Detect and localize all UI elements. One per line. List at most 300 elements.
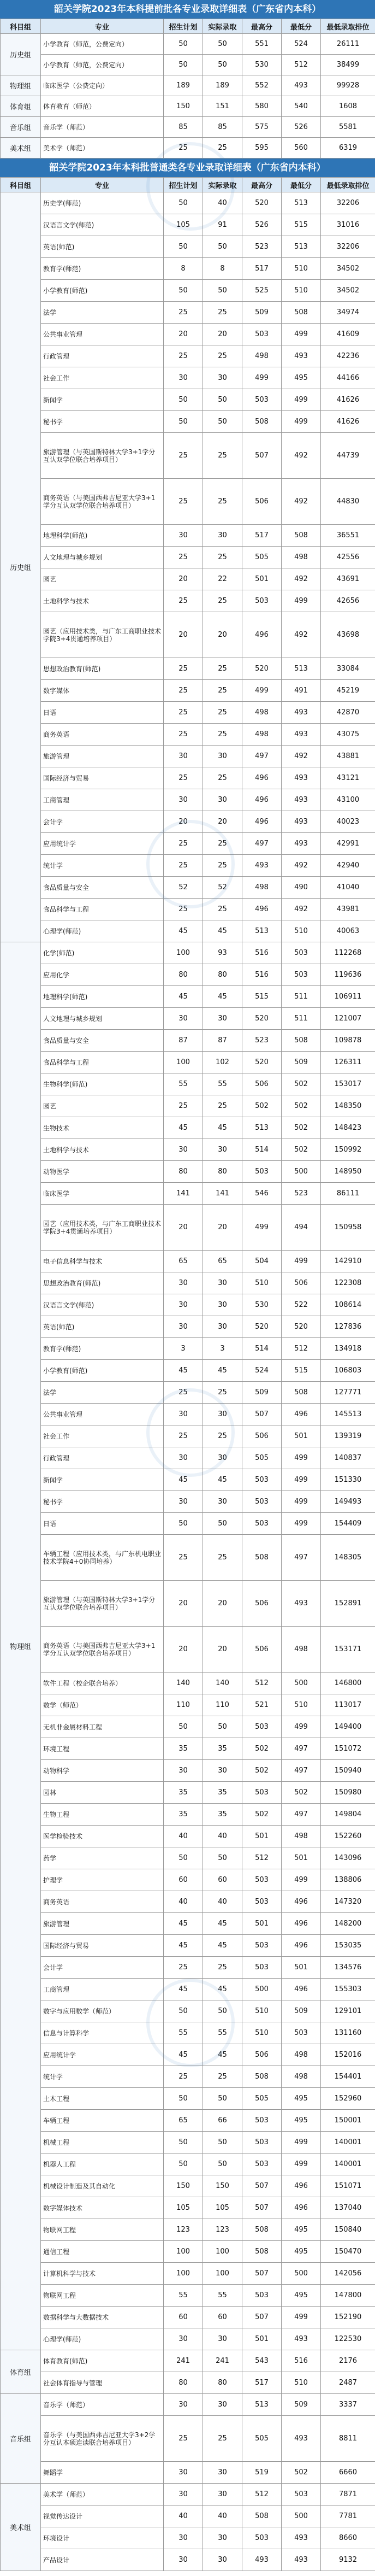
admitted-cell: 30: [203, 1760, 242, 1782]
min-score-cell: 495: [282, 2110, 321, 2132]
min-score-cell: 508: [282, 1030, 321, 1052]
major-cell: 食品科学与工程: [41, 1052, 164, 1073]
table-row: [1, 1425, 375, 1447]
max-score-cell: 520: [242, 192, 282, 214]
min-score-cell: 506: [282, 1272, 321, 1294]
major-cell: 旅游管理: [41, 1913, 164, 1935]
major-cell: 临床医学（公费定向）: [41, 75, 164, 96]
admitted-cell: 45: [203, 2044, 242, 2066]
major-cell: 数据科学与大数据技术: [41, 2307, 164, 2328]
max-score-cell: 526: [242, 214, 282, 236]
table-row: [1, 964, 375, 986]
min-score-cell: 520: [282, 1316, 321, 1338]
min-rank-cell: 42940: [321, 855, 375, 877]
max-score-cell: 503: [242, 1782, 282, 1804]
min-rank-cell: 38499: [321, 55, 375, 75]
major-cell: 教育学(师范): [41, 1338, 164, 1360]
min-rank-cell: 148950: [321, 1161, 375, 1183]
plan-cell: 25: [164, 302, 203, 324]
admitted-cell: 151: [203, 96, 242, 117]
min-rank-cell: 150940: [321, 1760, 375, 1782]
max-score-cell: 503: [242, 389, 282, 411]
min-score-cell: 515: [282, 214, 321, 236]
major-cell: 商务英语: [41, 1891, 164, 1913]
admitted-cell: 45: [203, 1935, 242, 1957]
major-cell: 电子信息科学与技术: [41, 1251, 164, 1272]
min-score-cell: 493: [282, 767, 321, 789]
major-cell: 物联网工程: [41, 2219, 164, 2241]
min-rank-cell: 108614: [321, 1294, 375, 1316]
major-cell: 统计学: [41, 855, 164, 877]
plan-cell: 20: [164, 1205, 203, 1251]
min-rank-cell: 152190: [321, 2307, 375, 2328]
min-score-cell: 503: [282, 2484, 321, 2505]
min-score-cell: 495: [282, 2285, 321, 2307]
max-score-cell: 499: [242, 367, 282, 389]
min-score-cell: 510: [282, 1694, 321, 1716]
major-cell: 动物科学: [41, 1760, 164, 1782]
major-cell: 音乐学（师范）: [41, 117, 164, 138]
table-row: [1, 1979, 375, 2000]
plan-cell: 65: [164, 2110, 203, 2132]
plan-cell: 20: [164, 811, 203, 833]
min-rank-cell: 122308: [321, 1272, 375, 1294]
min-rank-cell: 44830: [321, 479, 375, 525]
admitted-cell: 22: [203, 568, 242, 590]
min-rank-cell: 126311: [321, 1052, 375, 1073]
max-score-cell: 507: [242, 2197, 282, 2219]
min-score-cell: 516: [282, 2350, 321, 2372]
max-score-cell: 512: [242, 2484, 282, 2505]
max-score-cell: 496: [242, 789, 282, 811]
major-cell: 行政管理: [41, 345, 164, 367]
plan-cell: 50: [164, 280, 203, 302]
table-row: [1, 1469, 375, 1491]
admitted-cell: 50: [203, 1513, 242, 1535]
table-row: [1, 2022, 375, 2044]
min-rank-cell: 153017: [321, 1073, 375, 1095]
admitted-cell: 80: [203, 964, 242, 986]
min-rank-cell: 147320: [321, 1891, 375, 1913]
min-score-cell: 500: [282, 1673, 321, 1694]
admitted-cell: 141: [203, 1183, 242, 1205]
max-score-cell: 520: [242, 1008, 282, 1030]
min-rank-cell: 42656: [321, 590, 375, 612]
major-cell: 产品设计: [41, 2549, 164, 2571]
major-cell: 应用统计学: [41, 2044, 164, 2066]
max-score-cell: 575: [242, 117, 282, 138]
plan-cell: 80: [164, 964, 203, 986]
admitted-cell: 50: [203, 236, 242, 258]
header-plan: 招生计划: [164, 19, 203, 34]
major-cell: 机械设计制造及其自动化: [41, 2175, 164, 2197]
min-rank-cell: 127771: [321, 1382, 375, 1404]
section1-title: 韶关学院2023年本科提前批各专业录取详细表（广东省内本科）: [0, 0, 375, 19]
admitted-cell: 30: [203, 525, 242, 547]
admitted-cell: 30: [203, 2328, 242, 2350]
plan-cell: 30: [164, 2462, 203, 2484]
major-cell: 公共事业管理: [41, 1404, 164, 1425]
major-cell: 应用化学: [41, 964, 164, 986]
table-row: [1, 1205, 375, 1251]
major-cell: 美术学（师范）: [41, 138, 164, 159]
plan-cell: 25: [164, 590, 203, 612]
max-score-cell: 504: [242, 1251, 282, 1272]
table-row: [1, 1891, 375, 1913]
major-cell: 药学: [41, 1847, 164, 1869]
table-row: [1, 2307, 375, 2328]
plan-cell: 30: [164, 789, 203, 811]
max-score-cell: 520: [242, 1052, 282, 1073]
plan-cell: 30: [164, 1760, 203, 1782]
plan-cell: 55: [164, 2285, 203, 2307]
min-score-cell: 499: [282, 1447, 321, 1469]
min-rank-cell: 99928: [321, 75, 375, 96]
major-cell: 机械工程: [41, 2132, 164, 2153]
plan-cell: 45: [164, 2044, 203, 2066]
admitted-cell: 20: [203, 811, 242, 833]
plan-cell: 25: [164, 767, 203, 789]
table-row: [1, 1738, 375, 1760]
min-score-cell: 492: [282, 479, 321, 525]
min-score-cell: 493: [282, 811, 321, 833]
min-rank-cell: 150992: [321, 1139, 375, 1161]
admitted-cell: 25: [203, 302, 242, 324]
min-rank-cell: 148350: [321, 1095, 375, 1117]
min-rank-cell: 43981: [321, 899, 375, 920]
admitted-cell: 102: [203, 1052, 242, 1073]
plan-cell: 20: [164, 1581, 203, 1627]
min-rank-cell: 153035: [321, 1935, 375, 1957]
min-score-cell: 493: [282, 724, 321, 746]
header-min-score: 最低分: [282, 19, 321, 34]
table-row: [1, 724, 375, 746]
max-score-cell: 513: [242, 2394, 282, 2416]
header-plan: 招生计划: [164, 178, 203, 192]
table-row: [1, 877, 375, 899]
plan-cell: 80: [164, 1161, 203, 1183]
max-score-cell: 503: [242, 1957, 282, 1979]
max-score-cell: 502: [242, 1738, 282, 1760]
plan-cell: 30: [164, 1316, 203, 1338]
header-row: [1, 19, 375, 34]
min-score-cell: 499: [282, 411, 321, 433]
max-score-cell: 517: [242, 258, 282, 280]
min-rank-cell: 106803: [321, 1360, 375, 1382]
header-subject-group: 科目组: [1, 178, 41, 192]
major-cell: 秘书学: [41, 411, 164, 433]
admitted-cell: 40: [203, 1891, 242, 1913]
max-score-cell: 516: [242, 964, 282, 986]
plan-cell: 50: [164, 236, 203, 258]
min-score-cell: 509: [282, 1052, 321, 1073]
admitted-cell: 30: [203, 746, 242, 767]
table-row: [1, 2000, 375, 2022]
max-score-cell: 503: [242, 1491, 282, 1513]
min-score-cell: 496: [282, 1979, 321, 2000]
min-rank-cell: 134918: [321, 1338, 375, 1360]
header-major: 专业: [41, 178, 164, 192]
max-score-cell: 496: [242, 811, 282, 833]
plan-cell: 50: [164, 389, 203, 411]
table-row: [1, 1804, 375, 1826]
table-row: [1, 2110, 375, 2132]
max-score-cell: 515: [242, 986, 282, 1008]
table-row: [1, 1447, 375, 1469]
table-row: [1, 658, 375, 680]
plan-cell: 52: [164, 877, 203, 899]
table-row: [1, 1316, 375, 1338]
major-cell: 化学(师范): [41, 942, 164, 964]
min-rank-cell: 112268: [321, 942, 375, 964]
admitted-cell: 66: [203, 2110, 242, 2132]
admitted-cell: 25: [203, 547, 242, 568]
max-score-cell: 503: [242, 324, 282, 345]
major-cell: 公共事业管理: [41, 324, 164, 345]
min-score-cell: 492: [282, 568, 321, 590]
min-score-cell: 490: [282, 877, 321, 899]
min-score-cell: 498: [282, 547, 321, 568]
major-cell: 土地科学与技术: [41, 590, 164, 612]
max-score-cell: 507: [242, 433, 282, 479]
major-cell: 英语(师范): [41, 236, 164, 258]
table-row: [1, 2416, 375, 2462]
min-rank-cell: 34502: [321, 258, 375, 280]
table-row: [1, 324, 375, 345]
plan-cell: 25: [164, 2416, 203, 2462]
min-score-cell: 497: [282, 1760, 321, 1782]
table-row: [1, 767, 375, 789]
min-score-cell: 502: [282, 1782, 321, 1804]
regular-batch-table: [0, 177, 375, 2571]
table-row: [1, 1869, 375, 1891]
plan-cell: 141: [164, 1183, 203, 1205]
min-rank-cell: 34974: [321, 302, 375, 324]
major-cell: 美术学（师范）: [41, 2484, 164, 2505]
plan-cell: 8: [164, 258, 203, 280]
plan-cell: 25: [164, 833, 203, 855]
plan-cell: 100: [164, 2241, 203, 2263]
max-score-cell: 508: [242, 2505, 282, 2527]
admitted-cell: 50: [203, 34, 242, 55]
admitted-cell: 123: [203, 2219, 242, 2241]
max-score-cell: 505: [242, 1447, 282, 1469]
min-rank-cell: 41626: [321, 389, 375, 411]
plan-cell: 50: [164, 2000, 203, 2022]
min-rank-cell: 150958: [321, 1205, 375, 1251]
max-score-cell: 502: [242, 1804, 282, 1826]
major-cell: 思想政治教育(师范): [41, 658, 164, 680]
admitted-cell: 25: [203, 479, 242, 525]
major-cell: 体育教育（师范）: [41, 96, 164, 117]
admitted-cell: 52: [203, 877, 242, 899]
min-rank-cell: 142056: [321, 2263, 375, 2285]
min-score-cell: 493: [282, 75, 321, 96]
table-row: [1, 942, 375, 964]
admitted-cell: 25: [203, 702, 242, 724]
max-score-cell: 512: [242, 1847, 282, 1869]
table-row: [1, 746, 375, 767]
admitted-cell: 25: [203, 724, 242, 746]
plan-cell: 30: [164, 1272, 203, 1294]
plan-cell: 35: [164, 1738, 203, 1760]
min-score-cell: 511: [282, 1008, 321, 1030]
min-score-cell: 497: [282, 1804, 321, 1826]
min-rank-cell: 43100: [321, 789, 375, 811]
min-rank-cell: 8811: [321, 2416, 375, 2462]
table-row: [1, 855, 375, 877]
admitted-cell: 25: [203, 1382, 242, 1404]
max-score-cell: 551: [242, 34, 282, 55]
major-cell: 地理科学(师范): [41, 986, 164, 1008]
max-score-cell: 514: [242, 1338, 282, 1360]
admitted-cell: 60: [203, 1869, 242, 1891]
admitted-cell: 30: [203, 1008, 242, 1030]
max-score-cell: 524: [242, 1360, 282, 1382]
table-row: [1, 192, 375, 214]
min-score-cell: 497: [282, 1535, 321, 1581]
table-row: [1, 1627, 375, 1673]
max-score-cell: 503: [242, 1891, 282, 1913]
max-score-cell: 508: [242, 1535, 282, 1581]
min-rank-cell: 43691: [321, 568, 375, 590]
major-cell: 车辆工程（应用技术类，与广东机电职业技术学院4+0协同培养）: [41, 1535, 164, 1581]
admitted-cell: 45: [203, 986, 242, 1008]
max-score-cell: 502: [242, 1095, 282, 1117]
min-rank-cell: 129101: [321, 2000, 375, 2022]
plan-cell: 60: [164, 1869, 203, 1891]
admitted-cell: 50: [203, 55, 242, 75]
header-max-score: 最高分: [242, 178, 282, 192]
min-rank-cell: 149493: [321, 1491, 375, 1513]
max-score-cell: 530: [242, 1294, 282, 1316]
admitted-cell: 25: [203, 2416, 242, 2462]
min-score-cell: 511: [282, 986, 321, 1008]
header-max-score: 最高分: [242, 19, 282, 34]
max-score-cell: 503: [242, 1869, 282, 1891]
max-score-cell: 507: [242, 2175, 282, 2197]
max-score-cell: 520: [242, 1316, 282, 1338]
min-rank-cell: 109878: [321, 1030, 375, 1052]
plan-cell: 150: [164, 96, 203, 117]
major-cell: 物联网工程: [41, 2285, 164, 2307]
min-score-cell: 495: [282, 367, 321, 389]
major-cell: 信息与计算科学: [41, 2022, 164, 2044]
min-score-cell: 510: [282, 920, 321, 942]
plan-cell: 25: [164, 855, 203, 877]
min-score-cell: 513: [282, 658, 321, 680]
table-row: [1, 1073, 375, 1095]
min-rank-cell: 43698: [321, 612, 375, 658]
min-rank-cell: 5581: [321, 117, 375, 138]
plan-cell: 20: [164, 324, 203, 345]
major-cell: 历史学(师范): [41, 192, 164, 214]
major-cell: 食品科学与工程: [41, 899, 164, 920]
major-cell: 教育学(师范): [41, 258, 164, 280]
max-score-cell: 499: [242, 680, 282, 702]
plan-cell: 60: [164, 2307, 203, 2328]
table-row: [1, 1360, 375, 1382]
admitted-cell: 50: [203, 2000, 242, 2022]
table-row: [1, 479, 375, 525]
plan-cell: 40: [164, 1826, 203, 1847]
min-score-cell: 502: [282, 2462, 321, 2484]
min-rank-cell: 151071: [321, 2175, 375, 2197]
admitted-cell: 30: [203, 2462, 242, 2484]
admitted-cell: 45: [203, 1469, 242, 1491]
plan-cell: 50: [164, 1847, 203, 1869]
min-score-cell: 492: [282, 899, 321, 920]
admitted-cell: 189: [203, 75, 242, 96]
admitted-cell: 50: [203, 1716, 242, 1738]
min-rank-cell: 145513: [321, 1404, 375, 1425]
admitted-cell: 25: [203, 433, 242, 479]
major-cell: 数字与应用数学（师范）: [41, 2000, 164, 2022]
table-row: [1, 34, 375, 55]
min-score-cell: 513: [282, 236, 321, 258]
plan-cell: 65: [164, 1251, 203, 1272]
major-cell: 法学: [41, 1382, 164, 1404]
table-row: [1, 1491, 375, 1513]
min-rank-cell: 8660: [321, 2527, 375, 2549]
admitted-cell: 25: [203, 855, 242, 877]
max-score-cell: 520: [242, 658, 282, 680]
subject-group-cell: 物理组: [1, 75, 41, 96]
plan-cell: 40: [164, 2505, 203, 2527]
max-score-cell: 507: [242, 2263, 282, 2285]
major-cell: 国际经济与贸易: [41, 1935, 164, 1957]
min-score-cell: 496: [282, 2175, 321, 2197]
major-cell: 生物技术: [41, 1117, 164, 1139]
plan-cell: 45: [164, 1913, 203, 1935]
min-rank-cell: 6319: [321, 138, 375, 159]
min-rank-cell: 31016: [321, 214, 375, 236]
admitted-cell: 25: [203, 1535, 242, 1581]
table-row: [1, 1957, 375, 1979]
max-score-cell: 501: [242, 2328, 282, 2350]
plan-cell: 25: [164, 1425, 203, 1447]
table-row: [1, 433, 375, 479]
min-score-cell: 509: [282, 2000, 321, 2022]
max-score-cell: 498: [242, 345, 282, 367]
plan-cell: 30: [164, 1404, 203, 1425]
plan-cell: 55: [164, 1073, 203, 1095]
subject-group-cell: 体育组: [1, 96, 41, 117]
table-row: [1, 258, 375, 280]
major-cell: 通信工程: [41, 2241, 164, 2263]
min-rank-cell: 42991: [321, 833, 375, 855]
major-cell: 新闻学: [41, 389, 164, 411]
max-score-cell: 508: [242, 2066, 282, 2088]
max-score-cell: 506: [242, 1425, 282, 1447]
table-row: [1, 590, 375, 612]
min-rank-cell: 137040: [321, 2197, 375, 2219]
min-rank-cell: 7871: [321, 2484, 375, 2505]
max-score-cell: 499: [242, 1205, 282, 1251]
table-row: [1, 138, 375, 159]
major-cell: 护理学: [41, 1869, 164, 1891]
plan-cell: 50: [164, 2088, 203, 2110]
major-cell: 小学教育(师范): [41, 280, 164, 302]
plan-cell: 25: [164, 547, 203, 568]
table-row: [1, 2263, 375, 2285]
min-rank-cell: 42236: [321, 345, 375, 367]
admitted-cell: 55: [203, 1073, 242, 1095]
min-score-cell: 492: [282, 746, 321, 767]
plan-cell: 85: [164, 117, 203, 138]
major-cell: 生物工程: [41, 1804, 164, 1826]
admitted-cell: 20: [203, 324, 242, 345]
